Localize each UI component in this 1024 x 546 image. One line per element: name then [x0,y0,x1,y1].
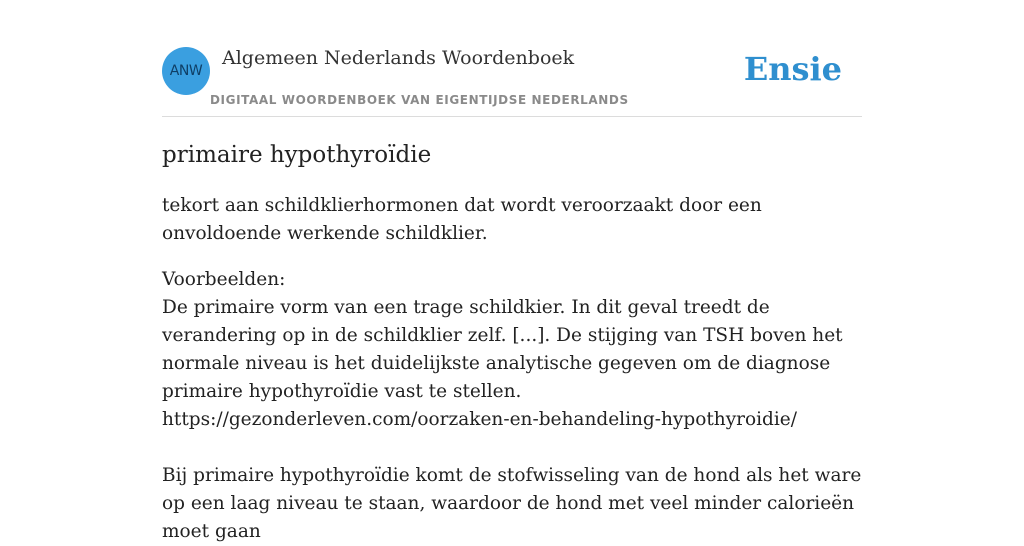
example-text: De primaire vorm van een trage schildkier. In dit geval treedt de verandering op in de schildklier zelf. [...]. De stijging van TSH boven het normale niveau is het duidelijkste analytische gegeven om de diagnose primaire hypothyroïdie vast te stellen. [162,297,843,402]
entry-content [162,136,864,546]
example-source-url: https://gezonderleven.com/oorzaken-en-behandeling-hypothyroidie/ [162,409,797,430]
dictionary-title[interactable]: Algemeen Nederlands Woordenboek [222,47,575,69]
dictionary-subtitle: DIGITAAL WOORDENBOEK VAN EIGENTIJDSE NEDERLANDS [210,93,629,107]
ensie-brand-link[interactable]: Ensie [743,50,842,88]
example-text: Bij primaire hypothyroïdie komt de stofwisseling van de hond als het ware op een laag niveau te staan, waardoor de hond met veel minder calorieën moet gaan [162,465,862,542]
site-header [162,47,862,117]
entry-term: primaire hypothyroïdie [162,142,432,168]
anw-logo[interactable] [162,47,210,95]
entry-definition: tekort aan schildklierhormonen dat wordt veroorzaakt door een onvoldoende werkende schildklier. [162,195,762,244]
examples-label: Voorbeelden: [162,269,286,290]
examples-section [162,266,864,546]
example-spacer [162,434,864,462]
logo-text: ANW [169,63,203,79]
